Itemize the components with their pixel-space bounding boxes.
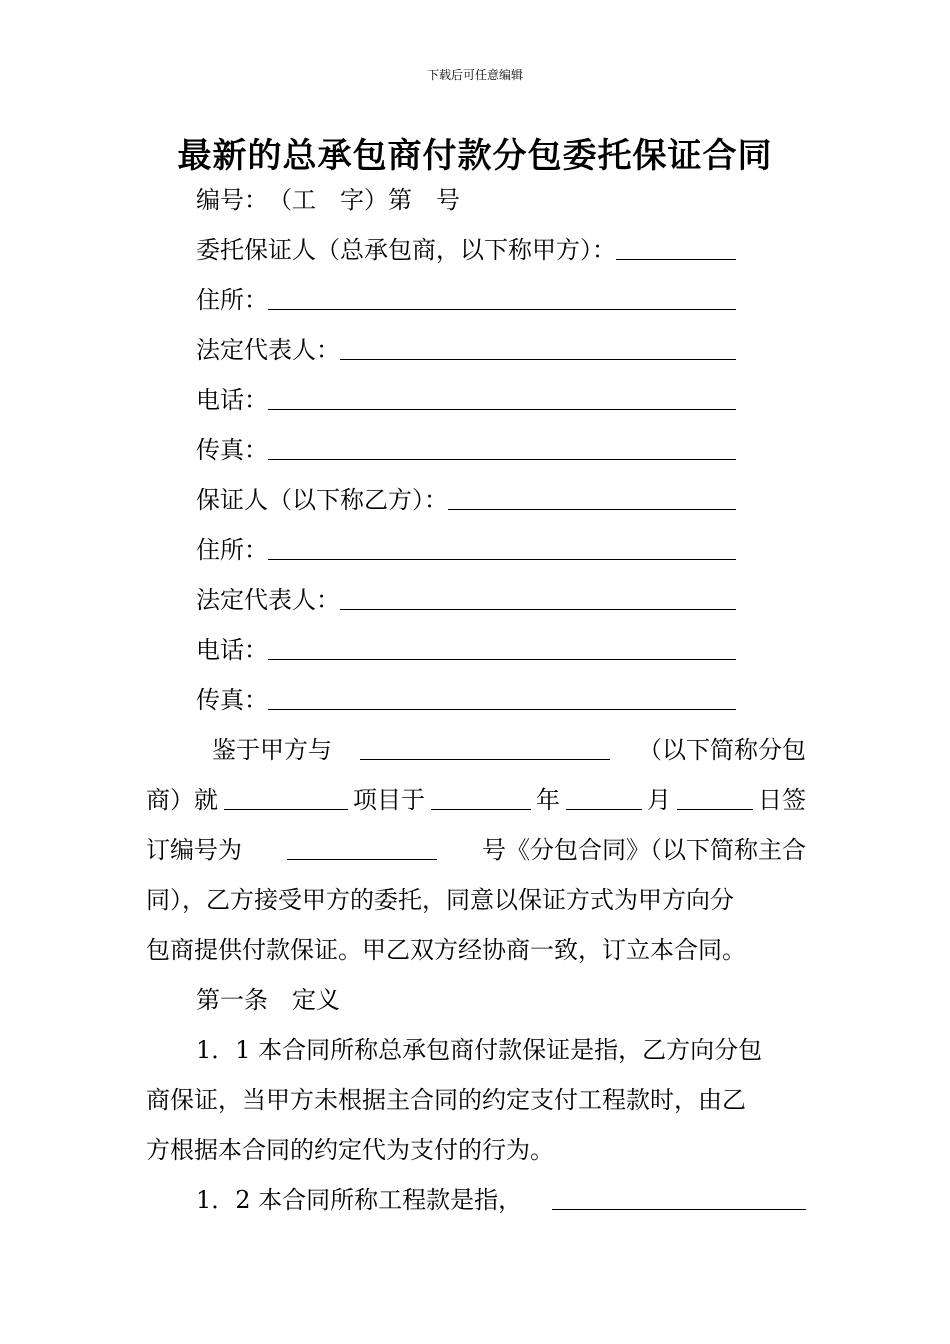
- preamble-line-5: 包商提供付款保证。甲乙双方经协商一致，订立本合同。: [146, 936, 746, 964]
- party-a-fax-label: 传真：: [196, 436, 268, 464]
- party-a-name-blank: [616, 258, 736, 260]
- party-a-legal-rep-field: [196, 334, 736, 366]
- preamble-text: 日签: [758, 786, 806, 814]
- preamble-line-4: 同），乙方接受甲方的委托，同意以保证方式为甲方向分: [146, 886, 734, 914]
- party-a-fax-field: [196, 434, 736, 466]
- preamble-text: （以下简称分包: [638, 736, 806, 764]
- party-a-heading-field: [196, 234, 736, 266]
- contract-number-line: 编号： （工 字）第 号: [196, 186, 460, 214]
- party-b-phone-field: [196, 634, 736, 666]
- clause-text: 1．2 本合同所称工程款是指，: [196, 1186, 523, 1214]
- party-b-fax-field: [196, 684, 736, 716]
- preamble-text: 鉴于甲方与: [212, 736, 332, 764]
- party-a-address-label: 住所：: [196, 286, 268, 314]
- header-note: 下载后可任意编辑: [426, 68, 523, 82]
- party-b-fax-label: 传真：: [196, 686, 268, 714]
- party-a-phone-label: 电话：: [196, 386, 268, 414]
- project-blank: [224, 808, 348, 810]
- preamble-text: 商）就: [146, 786, 218, 814]
- party-a-phone-blank: [268, 408, 736, 410]
- preamble-line-2: [146, 784, 806, 816]
- preamble-text: 号《分包合同》（以下简称主合: [482, 836, 806, 864]
- party-b-address-field: [196, 534, 736, 566]
- preamble-line-3: [146, 834, 806, 866]
- party-b-address-blank: [268, 558, 736, 560]
- preamble-text: 订编号为: [146, 836, 242, 864]
- subcontractor-blank: [360, 758, 610, 760]
- party-a-legal-rep-label: 法定代表人：: [196, 336, 340, 364]
- preamble-line-1: [212, 734, 806, 766]
- document-title: 最新的总承包商付款分包委托保证合同: [177, 136, 773, 176]
- clause-1-1-line-2: 商保证，当甲方未根据主合同的约定支付工程款时，由乙: [146, 1086, 746, 1114]
- month-blank: [566, 808, 642, 810]
- party-b-heading-field: [196, 484, 736, 516]
- party-a-address-field: [196, 284, 736, 316]
- project-payment-blank: [552, 1208, 806, 1210]
- party-a-phone-field: [196, 384, 736, 416]
- party-b-fax-blank: [268, 708, 736, 710]
- preamble-text: 项目于: [353, 786, 425, 814]
- preamble-text: 月: [647, 786, 671, 814]
- party-b-address-label: 住所：: [196, 536, 268, 564]
- article-1-heading: 第一条 定义: [196, 986, 340, 1014]
- party-b-phone-label: 电话：: [196, 636, 268, 664]
- clause-1-1-line-3: 方根据本合同的约定代为支付的行为。: [146, 1136, 554, 1164]
- year-blank: [431, 808, 531, 810]
- day-blank: [677, 808, 753, 810]
- party-a-address-blank: [268, 308, 736, 310]
- party-b-legal-rep-field: [196, 584, 736, 616]
- party-a-heading: 委托保证人（总承包商，以下称甲方）：: [196, 236, 616, 264]
- party-b-heading: 保证人（以下称乙方）：: [196, 486, 448, 514]
- party-b-name-blank: [448, 508, 736, 510]
- party-b-phone-blank: [268, 658, 736, 660]
- contract-number-blank: [287, 858, 437, 860]
- party-b-legal-rep-blank: [340, 608, 736, 610]
- party-a-legal-rep-blank: [340, 358, 736, 360]
- party-b-legal-rep-label: 法定代表人：: [196, 586, 340, 614]
- clause-1-1-line-1: 1．1 本合同所称总承包商付款保证是指，乙方向分包: [196, 1036, 763, 1064]
- preamble-text: 年: [536, 786, 560, 814]
- party-a-fax-blank: [268, 458, 736, 460]
- clause-1-2-line-1: [196, 1184, 806, 1216]
